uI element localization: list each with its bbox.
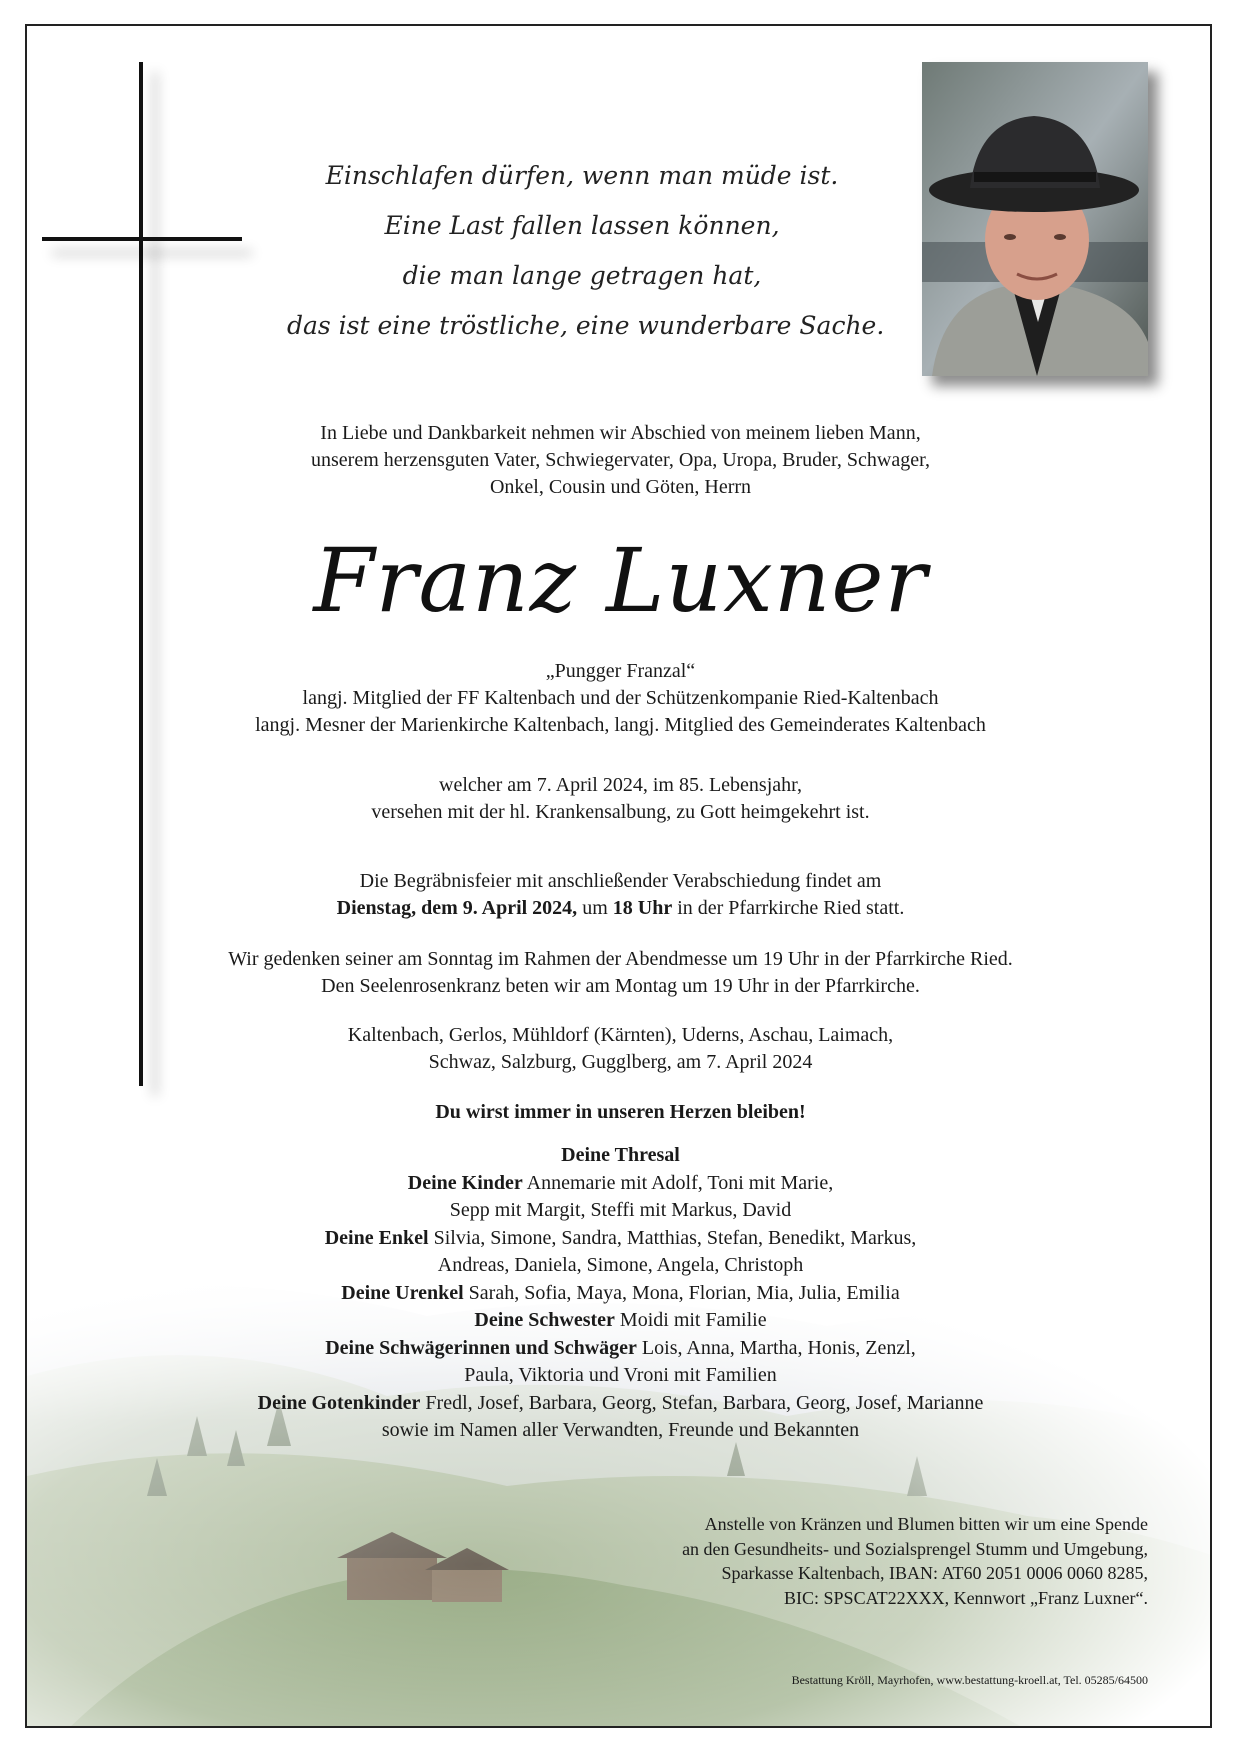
places-line: Schwaz, Salzburg, Gugglberg, am 7. April 2024 (428, 1051, 813, 1073)
membership-line: langj. Mesner der Marienkirche Kaltenbach, langj. Mitglied des Gemeinderates Kaltenbach (255, 714, 986, 736)
family-greatgrandchildren-names: Sarah, Sofia, Maya, Mona, Florian, Mia, Julia, Emilia (463, 1281, 900, 1304)
donation-line: Sparkasse Kaltenbach, IBAN: AT60 2051 0006 0060 8285, (721, 1563, 1148, 1583)
poem-line: das ist eine tröstliche, eine wunderbare Sache. (287, 311, 885, 340)
death-line: versehen mit der hl. Krankensalbung, zu Gott heimgekehrt ist. (371, 801, 870, 823)
family-children-names: Annemarie mit Adolf, Toni mit Marie, (522, 1171, 834, 1194)
poem-line: Einschlafen dürfen, wenn man müde ist. (325, 161, 839, 190)
family-wife (27, 1142, 1212, 1170)
portrait-photo (922, 62, 1148, 376)
family-godchildren (27, 1390, 1212, 1418)
family-children-label: Deine Kinder (407, 1171, 523, 1194)
intro-line: Onkel, Cousin und Göten, Herrn (489, 476, 752, 498)
funeral-home-footer: Bestattung Kröll, Mayrhofen, www.bestattung-kroell.at, Tel. 05285/64500 (791, 1673, 1148, 1687)
family-sister (27, 1307, 1212, 1335)
places-and-date (27, 1022, 1212, 1076)
memorial-info (27, 946, 1212, 1000)
nickname: „Pungger Franzal“ (545, 660, 696, 682)
funeral-date-line (27, 895, 1212, 922)
family-sister-label: Deine Schwester (474, 1309, 615, 1331)
donation-line: an den Gesundheits- und Sozialsprengel Stumm und Umgebung, (682, 1538, 1148, 1559)
family-grandchildren-label: Deine Enkel (324, 1226, 429, 1249)
family-children-cont: Sepp mit Margit, Steffi mit Markus, David (449, 1199, 792, 1221)
family-grandchildren-names: Silvia, Simone, Sandra, Matthias, Stefan, Benedikt, Markus, (428, 1226, 917, 1249)
donation-line: Anstelle von Kränzen und Blumen bitten wir um eine Spende (704, 1514, 1148, 1534)
family-godchildren-label: Deine Gotenkinder (257, 1391, 421, 1414)
poem (287, 151, 885, 351)
funeral-info (27, 868, 1212, 922)
nickname-and-memberships (27, 658, 1212, 739)
family-greatgrandchildren (27, 1280, 1212, 1308)
family-greatgrandchildren-label: Deine Urenkel (341, 1281, 464, 1304)
deceased-name: Franz Luxner (313, 529, 928, 632)
poem-line: die man lange getragen hat, (402, 261, 762, 290)
poem-line: Eine Last fallen lassen können, (384, 211, 780, 240)
donation-request (682, 1512, 1148, 1610)
family-inlaws (27, 1335, 1212, 1363)
places-line: Kaltenbach, Gerlos, Mühldorf (Kärnten), Uderns, Aschau, Laimach, (347, 1024, 894, 1046)
family-inlaws-names: Lois, Anna, Martha, Honis, Zenzl, (636, 1336, 916, 1359)
funeral-time: 18 Uhr (612, 897, 673, 919)
family-sister-names: Moidi mit Familie (614, 1309, 767, 1331)
family-children (27, 1170, 1212, 1198)
intro-text (27, 420, 1212, 501)
funeral-line: Die Begräbnisfeier mit anschließender Verabschiedung findet am (359, 870, 882, 892)
memorial-line: Wir gedenken seiner am Sonntag im Rahmen der Abendmesse um 19 Uhr in der Pfarrkirche Ried. (228, 948, 1013, 970)
intro-line: In Liebe und Dankbarkeit nehmen wir Abschied von meinem lieben Mann, (320, 422, 921, 444)
cross-horizontal-bar (42, 237, 242, 241)
obituary-card (25, 24, 1212, 1728)
family-inlaws-cont: Paula, Viktoria und Vroni mit Familien (464, 1364, 777, 1386)
death-line: welcher am 7. April 2024, im 85. Lebensjahr, (439, 774, 802, 796)
family-list (27, 1142, 1212, 1445)
family-grandchildren-cont: Andreas, Daniela, Simone, Angela, Christoph (437, 1254, 804, 1276)
intro-line: unserem herzensguten Vater, Schwiegervater, Opa, Uropa, Bruder, Schwager, (311, 449, 930, 471)
funeral-mid: um (577, 897, 613, 919)
donation-line: BIC: SPSCAT22XXX, Kennwort „Franz Luxner“. (784, 1587, 1148, 1608)
motto: Du wirst immer in unseren Herzen bleiben! (435, 1101, 806, 1123)
family-grandchildren (27, 1225, 1212, 1253)
membership-line: langj. Mitglied der FF Kaltenbach und der Schützenkompanie Ried-Kaltenbach (302, 687, 939, 709)
funeral-rest: in der Pfarrkirche Ried statt. (672, 897, 905, 919)
family-wife-label: Deine Thresal (561, 1144, 680, 1166)
family-godchildren-names: Fredl, Josef, Barbara, Georg, Stefan, Barbara, Georg, Josef, Marianne (420, 1391, 984, 1414)
funeral-date: Dienstag, dem 9. April 2024, (336, 897, 578, 919)
death-notice (27, 772, 1212, 826)
family-closing: sowie im Namen aller Verwandten, Freunde und Bekannten (381, 1419, 860, 1441)
memorial-line: Den Seelenrosenkranz beten wir am Montag um 19 Uhr in der Pfarrkirche. (321, 975, 920, 997)
family-inlaws-label: Deine Schwägerinnen und Schwäger (325, 1336, 637, 1359)
